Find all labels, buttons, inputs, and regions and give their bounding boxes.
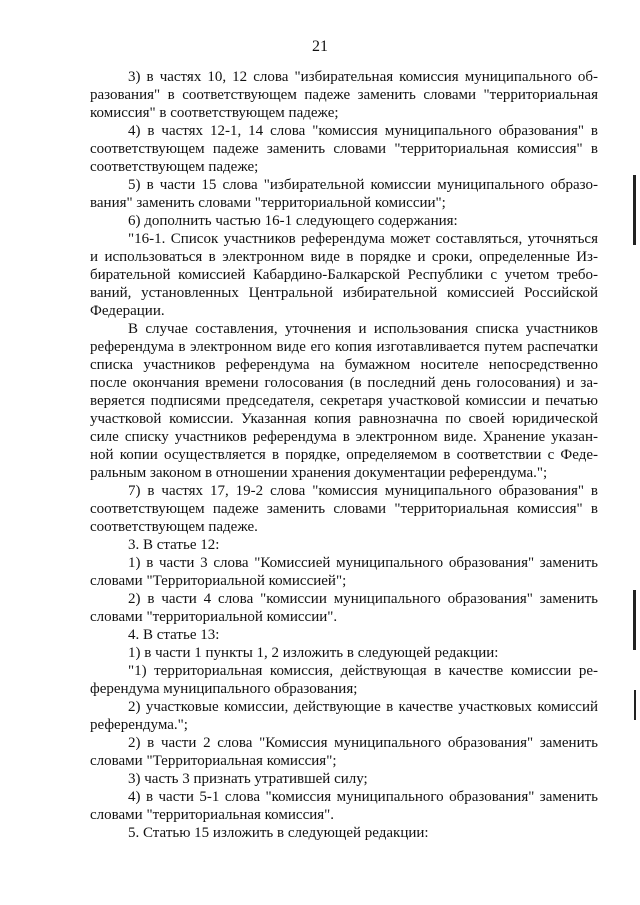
paragraph-item-6: 6) дополнить частью 16-1 следующего содержания: [128, 213, 458, 229]
paragraph-electronic-list-copy: В случае составления, уточнения и использования списка участников референдума в электронном виде его копия изготавливается путем распечатки списка участников референдума на бумажном носителе непосредственно после окончания времени голосования (в последний день голосования) и заверяется подписями председателя, секретаря участковой комиссии и печатью участковой комиссии. Указанная копия равнозначна по своей юридической силе списку участников референдума в электронном виде. Хранение указанной копии осуществляется в порядке, определяемом в соответствии с Федеральным законом в отношении хранения документации референдума."; [90, 321, 598, 481]
paragraph-article-13-item-1: 1) в части 1 пункты 1, 2 изложить в следующей редакции: [128, 645, 499, 661]
paragraph-part-16-1: "16-1. Список участников референдума может составляться, уточняться и использоваться в электронном виде в порядке и сроки, определенные Избирательной комиссией Кабардино-Балкарской Республики с учетом требований, установленных Центральной избирательной комиссией Российской Федерации. [90, 231, 598, 319]
paragraph-article-13-item-2: 2) в части 2 слова "Комиссия муниципального образования" заменить словами "Территориальная комиссия"; [90, 735, 598, 769]
paragraph-point-2: 2) участковые комиссии, действующие в качестве участковых комиссий референдума."; [90, 699, 598, 733]
paragraph-item-7: 7) в частях 17, 19-2 слова "комиссия муниципального образования" в соответствующем падеже заменить словами "территориальная комиссия" в соответствующем падеже. [90, 483, 598, 535]
paragraph-article-15-heading: 5. Статью 15 изложить в следующей редакции: [128, 825, 429, 841]
paragraph-article-13-item-3: 3) часть 3 признать утратившей силу; [128, 771, 368, 787]
page-number: 21 [312, 38, 328, 55]
paragraph-article-13-heading: 4. В статье 13: [128, 627, 220, 643]
scan-edge-mark [634, 690, 636, 720]
paragraph-item-3: 3) в частях 10, 12 слова "избирательная комиссия муниципального образования" в соответствующем падеже заменить словами "территориальная комиссия" в соответствующем падеже; [90, 69, 598, 121]
paragraph-article-12-heading: 3. В статье 12: [128, 537, 220, 553]
paragraph-item-5: 5) в части 15 слова "избирательной комиссии муниципального образования" заменить словами "территориальной комиссии"; [90, 177, 598, 211]
document-body [90, 68, 598, 842]
paragraph-item-4: 4) в частях 12-1, 14 слова "комиссия муниципального образования" в соответствующем падеже заменить словами "территориальная комиссия" в соответствующем падеже; [90, 123, 598, 175]
paragraph-article-12-item-1: 1) в части 3 слова "Комиссией муниципального образования" заменить словами "Территориальной комиссией"; [90, 555, 598, 589]
paragraph-article-12-item-2: 2) в части 4 слова "комиссии муниципального образования" заменить словами "территориальной комиссии". [90, 591, 598, 625]
scan-edge-mark [633, 590, 636, 650]
paragraph-point-1: "1) территориальная комиссия, действующая в качестве комиссии референдума муниципального образования; [90, 663, 598, 697]
scan-edge-mark [633, 175, 636, 245]
paragraph-article-13-item-4: 4) в части 5-1 слова "комиссия муниципального образования" заменить словами "территориальная комиссия". [90, 789, 598, 823]
